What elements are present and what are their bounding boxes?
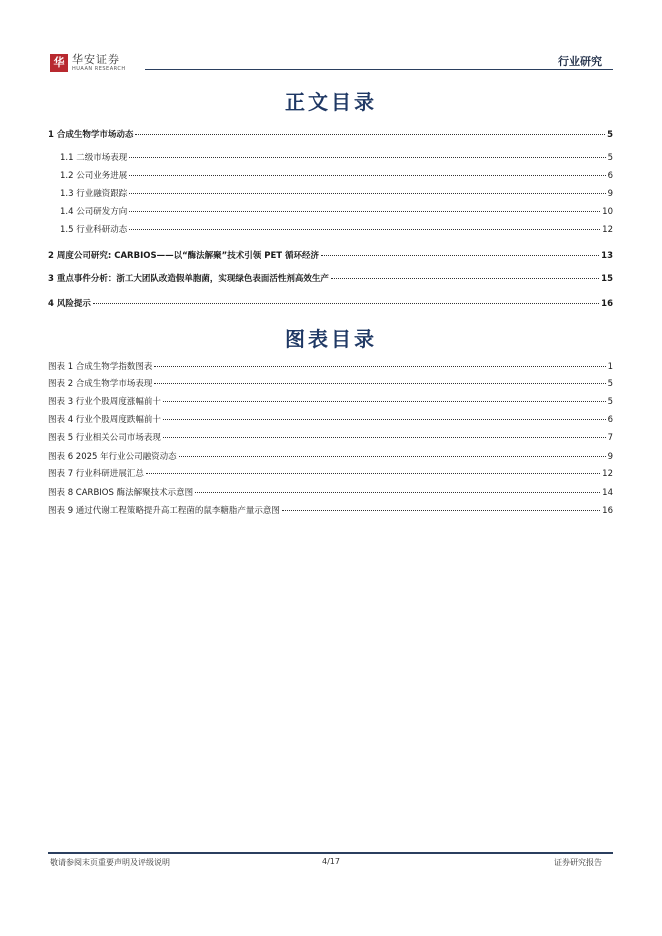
leader-dots [331,278,599,279]
toc-entry-label: 4 风险提示 [48,299,91,309]
leader-dots [163,401,606,402]
figure-entry-page: 14 [602,488,613,498]
figure-entry-label: 图表 5 行业相关公司市场表现 [48,433,161,443]
figure-entry[interactable] [48,486,613,498]
toc-entry[interactable] [48,128,613,140]
toc-entry[interactable] [48,297,613,309]
toc-entry-page: 9 [607,189,613,199]
logo-name-cn: 华安证券 [72,53,120,66]
leader-dots [129,211,600,212]
figure-entry[interactable] [48,504,613,516]
toc-entry[interactable] [60,223,613,235]
figure-entry-page: 5 [607,397,613,407]
toc-entry[interactable] [60,169,613,181]
toc-entry-page: 6 [607,171,613,181]
logo-seal-icon: 华 [50,54,68,72]
toc-entry-page: 12 [602,225,613,235]
figure-entry[interactable] [48,360,613,372]
leader-dots [146,473,600,474]
page-number: 4/17 [322,857,340,866]
figure-entry[interactable] [48,431,613,443]
figure-entry-label: 图表 6 2025 年行业公司融资动态 [48,452,177,462]
leader-dots [129,175,605,176]
figure-entry-label: 图表 3 行业个股周度涨幅前十 [48,397,161,407]
leader-dots [135,134,605,135]
leader-dots [179,456,606,457]
leader-dots [282,510,600,511]
toc-entry-label: 1.1 二级市场表现 [60,153,128,163]
footer-disclaimer: 敬请参阅末页重要声明及评级说明 [50,858,170,867]
footer-divider [48,852,613,854]
toc-entry[interactable] [48,272,613,284]
leader-dots [93,303,599,304]
figure-entry-page: 7 [607,433,613,443]
toc-entry-label: 1.2 公司业务进展 [60,171,128,181]
figure-entry-page: 6 [607,415,613,425]
figure-entry-page: 12 [602,469,613,479]
figure-entry-label: 图表 1 合成生物学指数图表 [48,362,153,372]
toc-entry-label: 1.4 公司研发方向 [60,207,128,217]
header-divider [145,69,613,70]
figure-entry-page: 16 [602,506,613,516]
figure-entry-label: 图表 2 合成生物学市场表现 [48,379,153,389]
figure-entry[interactable] [48,467,613,479]
toc-entry-label: 3 重点事件分析：浙工大团队改造假单胞菌，实现绿色表面活性剂高效生产 [48,274,329,284]
figure-entry[interactable] [48,450,613,462]
leader-dots [321,255,599,256]
figure-entry[interactable] [48,395,613,407]
figure-entry-page: 1 [607,362,613,372]
toc-entry-page: 10 [602,207,613,217]
leader-dots [163,437,606,438]
figure-entry[interactable] [48,413,613,425]
toc-entry-label: 1.3 行业融资跟踪 [60,189,128,199]
toc-entry-page: 5 [607,153,613,163]
figure-entry-label: 图表 7 行业科研进展汇总 [48,469,144,479]
report-type: 行业研究 [558,55,602,68]
figure-entry-label: 图表 9 通过代谢工程策略提升高工程菌的鼠李糖脂产量示意图 [48,506,280,516]
figure-entry-label: 图表 8 CARBIOS 酶法解聚技术示意图 [48,488,194,498]
toc-entry-label: 2 周度公司研究: CARBIOS——以“酶法解聚”技术引领 PET 循环经济 [48,251,320,261]
leader-dots [195,492,600,493]
toc-entry[interactable] [60,151,613,163]
figure-entry-page: 5 [607,379,613,389]
toc-entry-page: 5 [607,130,613,140]
toc-entry-page: 16 [601,299,613,309]
toc-entry[interactable] [48,249,613,261]
leader-dots [163,419,606,420]
company-logo [50,54,126,72]
toc-entry-page: 15 [601,274,613,284]
toc-entry-label: 1 合成生物学市场动态 [48,130,134,140]
leader-dots [129,193,605,194]
leader-dots [154,366,605,367]
logo-name-en: HUAAN RESEARCH [72,66,126,72]
figure-entry-label: 图表 4 行业个股周度跌幅前十 [48,415,161,425]
page-header [0,0,662,80]
toc-title: 正文目录 [285,90,377,114]
figure-list-title: 图表目录 [285,327,377,351]
toc-entry-page: 13 [601,251,613,261]
footer-doc-type: 证券研究报告 [554,858,602,867]
leader-dots [129,157,605,158]
leader-dots [129,229,600,230]
toc-entry[interactable] [60,187,613,199]
toc-entry[interactable] [60,205,613,217]
figure-entry-page: 9 [607,452,613,462]
toc-entry-label: 1.5 行业科研动态 [60,225,128,235]
figure-entry[interactable] [48,377,613,389]
leader-dots [154,383,605,384]
